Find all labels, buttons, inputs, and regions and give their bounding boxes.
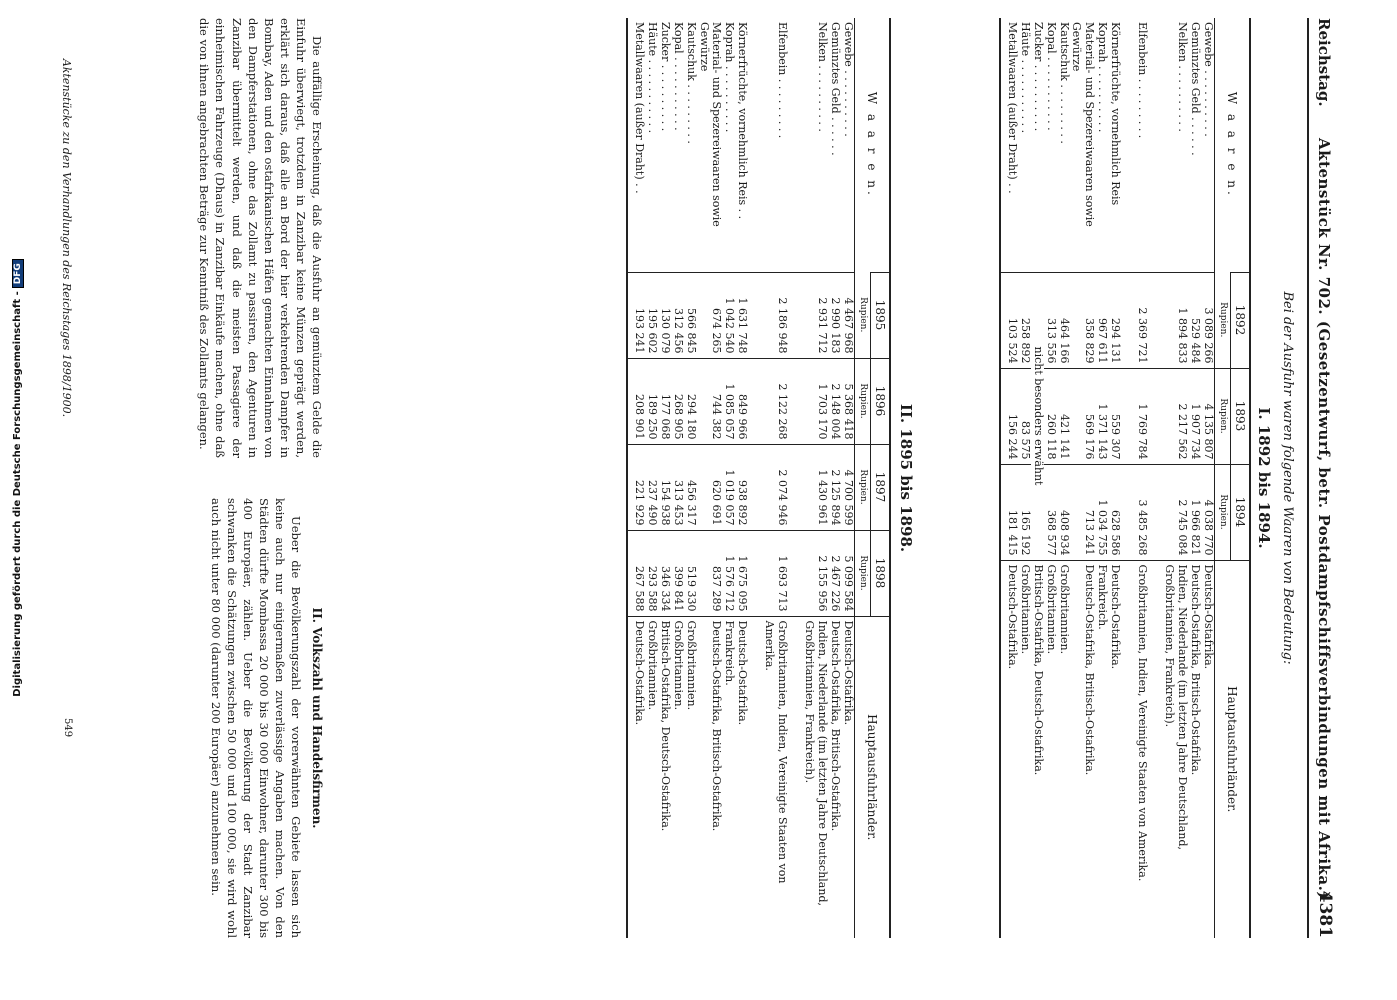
value-cell: 519 330 xyxy=(684,530,697,616)
value-cell: 849 966 xyxy=(735,358,748,444)
table-row xyxy=(1031,18,1044,938)
value-cell: 2 467 226 xyxy=(828,530,841,616)
value-cell: 1 907 734 xyxy=(1188,368,1201,464)
intro-sentence: Bei der Ausfuhr waren folgende Waaren von Bedeutung: xyxy=(1280,291,1295,665)
destination-cell: Großbritannien. xyxy=(1018,560,1031,938)
value-cell: 267 588 xyxy=(627,530,645,616)
footer-page-number: 549 xyxy=(62,718,73,738)
year-header: 1898 xyxy=(870,530,890,616)
table-row xyxy=(1135,18,1148,938)
table-bottom-rule xyxy=(626,18,627,938)
body-text xyxy=(85,18,325,938)
value-cell: 130 079 xyxy=(658,272,671,358)
destination-cell: Deutsch-Ostafrika. xyxy=(841,616,854,938)
spacer-cell xyxy=(788,272,802,358)
document-page xyxy=(0,18,1335,938)
value-cell: 1 769 784 xyxy=(1135,368,1148,464)
destination-cell: Großbritannien. xyxy=(671,616,684,938)
spacer-cell xyxy=(788,18,802,272)
row-spacer xyxy=(788,18,802,938)
spacer-cell xyxy=(748,530,762,616)
value-cell: 1 894 833 xyxy=(1162,272,1188,368)
value-cell: 559 307 xyxy=(1108,368,1121,464)
section-title-2: II. 1895 bis 1898. xyxy=(897,403,915,553)
goods-cell: Häute . . . . . . . . . . . xyxy=(1018,22,1032,134)
paragraph: Ueber die Bevölkerungszahl der vorerwähnten Gebiete lassen sich keine auch nur einigermaßen zuverlässige Angaben machen. Von den Städten dürfte Mombassa 20 000 bis 30 000 Einwohner, darunter 300 bis 400 Europäer, zählen. Ueber die Bevölkerung der Stadt Zanzibar schwanken die Schätzungen zwischen 50 000 und 100 000, sie wird wohl auch nicht unter 80 000 (darunter 200 Europäer) anzunehmen sein. xyxy=(208,498,304,938)
destination-cell: Großbritannien. xyxy=(1057,560,1070,938)
row-spacer xyxy=(1148,18,1162,938)
value-cell: 1 675 095 xyxy=(735,530,748,616)
goods-cell: Gewebe . . . . . . . . . . xyxy=(1202,22,1216,137)
value-cell: 1 085 057 xyxy=(722,358,735,444)
destination-cell: Deutsch-Ostafrika, Britisch-Ostafrika. xyxy=(828,616,841,938)
value-cell: 1 693 713 xyxy=(762,530,788,616)
goods-cell: Kopal . . . . . . . . . . . xyxy=(671,22,685,131)
header-left: Reichstag. xyxy=(1315,18,1333,107)
text-column-left xyxy=(196,18,325,458)
export-table-1892-1894 xyxy=(999,18,1251,938)
spacer-cell xyxy=(1148,272,1162,368)
goods-cell: Zucker . . . . . . . . . . xyxy=(1031,22,1045,132)
header-page-number: 4381 xyxy=(1315,890,1335,938)
goods-header: W a a r e n. xyxy=(1215,18,1250,272)
spacer-cell xyxy=(1121,272,1135,368)
goods-cell: Elfenbein . . . . . . . . . xyxy=(1136,22,1150,139)
table-row xyxy=(828,18,841,938)
value-cell: 2 990 183 xyxy=(828,272,841,358)
year-header: 1892 xyxy=(1230,272,1250,368)
table-row xyxy=(841,18,854,938)
unit-header: Rupien. xyxy=(855,358,871,444)
export-table-1895-1898 xyxy=(626,18,891,938)
spacer-cell xyxy=(788,358,802,444)
unit-header: Rupien. xyxy=(855,530,871,616)
goods-cell: Material- und Spezereiwaaren sowie Gewürze xyxy=(1070,22,1097,227)
destination-cell: Deutsch-Ostafrika. xyxy=(1201,560,1214,938)
spacer-cell xyxy=(1148,368,1162,464)
spacer-cell xyxy=(1148,18,1162,272)
destination-cell: Deutsch-Ostafrika. xyxy=(627,616,645,938)
table-row xyxy=(1044,18,1057,938)
year-header: 1894 xyxy=(1230,464,1250,560)
value-cell: 4 700 599 xyxy=(841,444,854,530)
value-cell: 260 118 xyxy=(1044,368,1057,464)
destination-cell: Deutsch-Ostafrika, Britisch-Ostafrika. xyxy=(1070,560,1096,938)
value-cell: 399 841 xyxy=(671,530,684,616)
value-cell: 237 490 xyxy=(645,444,658,530)
value-cell: 1 019 057 xyxy=(722,444,735,530)
spacer-cell xyxy=(1148,464,1162,560)
value-cell: 3 485 268 xyxy=(1135,464,1148,560)
value-cell: 293 588 xyxy=(645,530,658,616)
destination-cell: Großbritannien, Indien, Vereinigte Staaten von Amerika. xyxy=(1135,560,1148,938)
goods-cell: Elfenbein . . . . . . . . . xyxy=(776,22,790,139)
table-row xyxy=(1108,18,1121,938)
goods-cell: Körnerfrüchte, vornehmlich Reis xyxy=(1109,22,1123,206)
value-cell: 156 244 xyxy=(1000,368,1018,464)
digitization-credit xyxy=(12,28,28,928)
goods-cell: Nelken . . . . . . . . . . xyxy=(816,22,830,132)
goods-cell: Kopal . . . . . . . . . . . xyxy=(1044,22,1058,131)
destination-header: Hauptausfuhrländer. xyxy=(1215,560,1250,938)
spacer-cell xyxy=(1148,560,1162,938)
goods-cell: Gemünztes Geld . . . . . . xyxy=(829,22,843,156)
dfg-logo: DFG xyxy=(12,259,24,288)
row-spacer xyxy=(748,18,762,938)
year-header: 1897 xyxy=(870,444,890,530)
value-cell: 2 155 956 xyxy=(802,530,828,616)
goods-cell: Gewebe . . . . . . . . . . xyxy=(842,22,856,137)
value-cell: 221 929 xyxy=(627,444,645,530)
running-header xyxy=(1309,18,1335,938)
unit-header: Rupien. xyxy=(855,444,871,530)
value-cell-note: nicht besonders erwähnt xyxy=(1031,272,1044,560)
spacer-cell xyxy=(788,616,802,938)
destination-cell: Deutsch-Ostafrika. xyxy=(1000,560,1018,938)
value-cell: 258 892 xyxy=(1018,272,1031,368)
spacer-cell xyxy=(1121,18,1135,272)
table-row xyxy=(1201,18,1214,938)
value-cell: 193 241 xyxy=(627,272,645,358)
value-cell: 628 586 xyxy=(1108,464,1121,560)
destination-header: Hauptausfuhrländer. xyxy=(855,616,890,938)
unit-header: Rupien. xyxy=(1215,272,1231,368)
value-cell: 2 125 894 xyxy=(828,444,841,530)
destination-cell: Britisch-Ostafrika, Deutsch-Ostafrika. xyxy=(658,616,671,938)
destination-cell: Frankreich. xyxy=(722,616,735,938)
value-cell: 674 265 xyxy=(697,272,723,358)
value-cell: 4 467 968 xyxy=(841,272,854,358)
value-cell: 713 241 xyxy=(1070,464,1096,560)
spacer-cell xyxy=(748,18,762,272)
value-cell: 1 042 540 xyxy=(722,272,735,358)
value-cell: 2 186 948 xyxy=(762,272,788,358)
destination-cell: Großbritannien. xyxy=(684,616,697,938)
value-cell: 2 217 562 xyxy=(1162,368,1188,464)
spacer-cell xyxy=(1121,368,1135,464)
value-cell: 294 180 xyxy=(684,358,697,444)
value-cell: 294 131 xyxy=(1108,272,1121,368)
value-cell: 5 368 418 xyxy=(841,358,854,444)
goods-cell: Material- und Spezereiwaaren sowie Gewürze xyxy=(697,22,724,227)
header-rule xyxy=(1307,18,1309,938)
goods-cell: Koprah . . . . . . . . . . xyxy=(723,22,737,133)
value-cell: 1 576 712 xyxy=(722,530,735,616)
value-cell: 837 289 xyxy=(697,530,723,616)
value-cell: 1 703 170 xyxy=(802,358,828,444)
value-cell: 83 575 xyxy=(1018,368,1031,464)
table-row xyxy=(1070,18,1096,938)
value-cell: 358 829 xyxy=(1070,272,1096,368)
value-cell: 165 192 xyxy=(1018,464,1031,560)
unit-header: Rupien. xyxy=(1215,368,1231,464)
table-row xyxy=(627,18,645,938)
value-cell: 569 176 xyxy=(1070,368,1096,464)
table-row xyxy=(671,18,684,938)
value-cell: 408 934 xyxy=(1057,464,1070,560)
destination-cell: Deutsch-Ostafrika. xyxy=(735,616,748,938)
goods-cell: Kautschuk . . . . . . . . . xyxy=(1057,22,1071,144)
spacer-cell xyxy=(748,444,762,530)
goods-cell: Nelken . . . . . . . . . . xyxy=(1176,22,1190,132)
table-row xyxy=(1188,18,1201,938)
goods-cell: Koprah . . . . . . . . . . xyxy=(1096,22,1110,133)
table-row xyxy=(697,18,723,938)
value-cell: 1 631 748 xyxy=(735,272,748,358)
goods-cell: Häute . . . . . . . . . . . xyxy=(645,22,659,134)
value-cell: 177 068 xyxy=(658,358,671,444)
value-cell: 268 905 xyxy=(671,358,684,444)
value-cell: 189 250 xyxy=(645,358,658,444)
value-cell: 744 382 xyxy=(697,358,723,444)
value-cell: 2 369 721 xyxy=(1135,272,1148,368)
destination-cell: Deutsch-Ostafrika. xyxy=(1108,560,1121,938)
subsection-title: II. Volkszahl und Handelsfirmen. xyxy=(310,607,324,829)
table-bottom-rule xyxy=(999,18,1000,938)
table-row xyxy=(1095,18,1108,938)
table-row xyxy=(658,18,671,938)
value-cell: 154 938 xyxy=(658,444,671,530)
table-row xyxy=(1000,18,1018,938)
value-cell: 346 334 xyxy=(658,530,671,616)
value-cell: 313 453 xyxy=(671,444,684,530)
value-cell: 2 074 946 xyxy=(762,444,788,530)
table-row xyxy=(1018,18,1031,938)
destination-cell: Deutsch-Ostafrika, Britisch-Ostafrika. xyxy=(1188,560,1201,938)
table-row xyxy=(735,18,748,938)
spacer-cell xyxy=(748,616,762,938)
table-row xyxy=(1162,18,1188,938)
credit-text: Digitalisierung gefördert durch die Deutsche Forschungsgemeinschaft - xyxy=(12,291,23,697)
value-cell: 421 141 xyxy=(1057,368,1070,464)
value-cell: 208 901 xyxy=(627,358,645,444)
table-row xyxy=(762,18,788,938)
unit-header: Rupien. xyxy=(855,272,871,358)
table-row xyxy=(802,18,828,938)
value-cell: 1 430 961 xyxy=(802,444,828,530)
table-row xyxy=(645,18,658,938)
destination-cell: Großbritannien, Indien, Vereinigte Staaten von Amerika. xyxy=(762,616,788,938)
goods-cell: Körnerfrüchte, vornehmlich Reis . . xyxy=(736,22,750,220)
table-row xyxy=(684,18,697,938)
value-cell: 1 966 821 xyxy=(1188,464,1201,560)
value-cell: 2 122 268 xyxy=(762,358,788,444)
value-cell: 195 602 xyxy=(645,272,658,358)
value-cell: 2 148 004 xyxy=(828,358,841,444)
goods-cell: Kautschuk . . . . . . . . . xyxy=(684,22,698,144)
value-cell: 529 484 xyxy=(1188,272,1201,368)
value-cell: 3 089 266 xyxy=(1201,272,1214,368)
destination-cell: Indien, Niederlande (im letzten Jahre Deutschland, Großbritannien, Frankreich). xyxy=(802,616,828,938)
spacer-cell xyxy=(1121,560,1135,938)
value-cell: 181 415 xyxy=(1000,464,1018,560)
spacer-cell xyxy=(788,444,802,530)
goods-cell: Gemünztes Geld . . . . . . xyxy=(1189,22,1203,156)
goods-cell: Metallwaaren (außer Draht) . . xyxy=(1005,22,1019,194)
value-cell: 464 166 xyxy=(1057,272,1070,368)
value-cell: 1 371 143 xyxy=(1095,368,1108,464)
section-title-1: I. 1892 bis 1894. xyxy=(1255,407,1273,549)
destination-cell: Großbritannien. xyxy=(645,616,658,938)
goods-cell: Zucker . . . . . . . . . . xyxy=(658,22,672,132)
text-column-right xyxy=(208,498,325,938)
year-header: 1893 xyxy=(1230,368,1250,464)
spacer-cell xyxy=(788,530,802,616)
value-cell: 2 931 712 xyxy=(802,272,828,358)
table-row xyxy=(1057,18,1070,938)
destination-cell: Britisch-Ostafrika, Deutsch-Ostafrika. xyxy=(1031,560,1044,938)
header-title: Aktenstück Nr. 702. (Gesetzentwurf, betr. Postdampfschiffsverbindungen mit Afrika.) xyxy=(1315,138,1333,899)
value-cell: 967 611 xyxy=(1095,272,1108,368)
value-cell: 456 317 xyxy=(684,444,697,530)
goods-header: W a a r e n. xyxy=(855,18,890,272)
spacer-cell xyxy=(1121,464,1135,560)
value-cell: 620 691 xyxy=(697,444,723,530)
destination-cell: Frankreich. xyxy=(1095,560,1108,938)
value-cell: 313 556 xyxy=(1044,272,1057,368)
goods-cell: Metallwaaren (außer Draht) . . xyxy=(632,22,646,194)
spacer-cell xyxy=(748,358,762,444)
value-cell: 368 577 xyxy=(1044,464,1057,560)
year-header: 1896 xyxy=(870,358,890,444)
value-cell: 4 038 770 xyxy=(1201,464,1214,560)
value-cell: 5 099 584 xyxy=(841,530,854,616)
year-header: 1895 xyxy=(870,272,890,358)
destination-cell: Deutsch-Ostafrika, Britisch-Ostafrika. xyxy=(697,616,723,938)
page-footer: Aktenstücke zu den Verhandlungen des Reichstages 1898/1900. xyxy=(60,58,73,418)
value-cell: 938 892 xyxy=(735,444,748,530)
value-cell: 312 456 xyxy=(671,272,684,358)
value-cell: 2 745 084 xyxy=(1162,464,1188,560)
value-cell: 4 135 807 xyxy=(1201,368,1214,464)
value-cell: 566 845 xyxy=(684,272,697,358)
row-spacer xyxy=(1121,18,1135,938)
value-cell: 103 524 xyxy=(1000,272,1018,368)
paragraph: Die auffällige Erscheinung, daß die Ausfuhr an gemünztem Gelde die Einfuhr überwiegt, trotzdem in Zanzibar keine Münzen geprägt werden, erklärt sich daraus, daß alle an Bord der hier verkehrenden Dampfer in Bombay, Aden und den ostafrikanischen Häfen gemachten Einnahmen von den Dampferstationen, ohne das Zollamt zu passiren, den Agenturen in Zanzibar übermittelt werden, und daß die meisten Passagiere der einheimischen Fahrzeuge (Dhaus) in Zanzibar Einkäufe machen, ohne daß die von ihnen angebrachten Beträge zur Kenntniß des Zollamts gelangen. xyxy=(197,18,324,458)
table-row xyxy=(722,18,735,938)
value-cell: 1 034 755 xyxy=(1095,464,1108,560)
spacer-cell xyxy=(748,272,762,358)
destination-cell: Großbritannien. xyxy=(1044,560,1057,938)
unit-header: Rupien. xyxy=(1215,464,1231,560)
destination-cell: Indien, Niederlande (im letzten Jahre Deutschland, Großbritannien, Frankreich). xyxy=(1162,560,1188,938)
